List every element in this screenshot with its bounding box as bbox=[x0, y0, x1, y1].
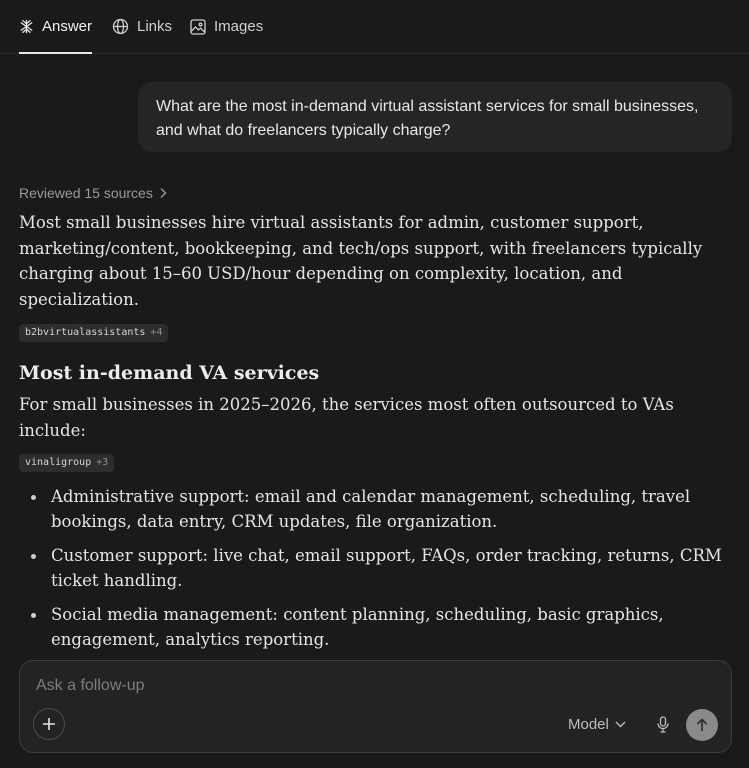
plus-icon bbox=[42, 717, 56, 731]
model-selector[interactable] bbox=[568, 713, 626, 735]
tab-answer[interactable] bbox=[19, 0, 92, 53]
list-item: Customer support: live chat, email support, FAQs, order tracking, returns, CRM ticket handling. bbox=[19, 543, 731, 594]
tab-links-label: Links bbox=[137, 18, 173, 35]
answer-icon bbox=[19, 18, 34, 35]
answer-intro: Most small businesses hire virtual assistants for admin, customer support, marketing/content, bookkeeping, and tech/ops support, with freelancers typically charging about 15–60 USD/hour depending on complexity, location, and specialization. bbox=[19, 213, 703, 309]
chevron-right-icon bbox=[159, 187, 167, 199]
model-selector-label: Model bbox=[568, 715, 609, 733]
send-button[interactable] bbox=[686, 709, 718, 741]
section-intro: For small businesses in 2025–2026, the services most often outsourced to VAs include: bbox=[19, 395, 674, 440]
voice-input-button[interactable] bbox=[652, 713, 674, 735]
list-item: Social media management: content planning, scheduling, basic graphics, engagement, analytics reporting. bbox=[19, 602, 731, 653]
citation-chip[interactable] bbox=[19, 324, 168, 342]
attach-button[interactable] bbox=[33, 708, 65, 740]
microphone-icon bbox=[656, 716, 670, 733]
tab-links[interactable] bbox=[112, 0, 172, 53]
citation-more-count: +4 bbox=[150, 327, 163, 338]
follow-up-composer bbox=[19, 660, 732, 753]
tab-images-label: Images bbox=[214, 18, 264, 35]
chevron-down-icon bbox=[615, 721, 626, 728]
answer-body bbox=[19, 210, 731, 720]
citation-more-count: +3 bbox=[96, 457, 109, 468]
globe-icon bbox=[112, 18, 129, 35]
citation-chip[interactable] bbox=[19, 454, 114, 472]
tab-answer-label: Answer bbox=[41, 18, 92, 35]
tab-images[interactable] bbox=[190, 0, 263, 53]
arrow-up-icon bbox=[696, 718, 708, 732]
citation-source: b2bvirtualassistants bbox=[25, 327, 146, 338]
section-heading: Most in-demand VA services bbox=[19, 361, 320, 384]
result-tabs bbox=[0, 0, 749, 54]
citation-source: vinaligroup bbox=[25, 457, 92, 468]
reviewed-sources-link[interactable] bbox=[19, 185, 167, 201]
follow-up-input[interactable] bbox=[34, 673, 718, 699]
reviewed-sources-label: Reviewed 15 sources bbox=[19, 185, 153, 201]
list-item: Administrative support: email and calendar management, scheduling, travel bookings, data entry, CRM updates, file organization. bbox=[19, 484, 731, 535]
image-icon bbox=[190, 19, 206, 35]
user-query-bubble: What are the most in-demand virtual assistant services for small businesses, and what do freelancers typically charge? bbox=[138, 82, 732, 152]
